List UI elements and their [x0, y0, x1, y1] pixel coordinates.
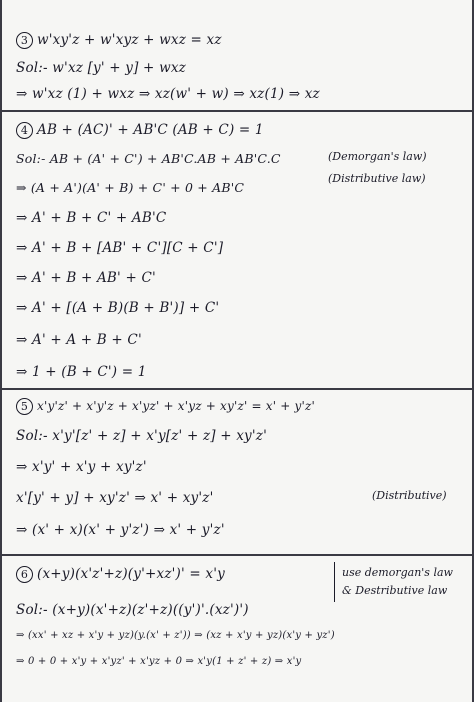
- q5-number: 5: [16, 398, 33, 415]
- q6-step-2: ⇒ (xx' + xz + x'y + yz)(y.(x' + z')) ⇒ (xz + x'y + yz)(x'y + yz'): [16, 630, 335, 641]
- q4-step-7: ⇒ A' + A + B + C': [16, 332, 142, 348]
- q4-note-1: (Demorgan's law): [328, 150, 427, 163]
- q6-step-3: ⇒ 0 + 0 + x'y + x'yz' + x'yz + 0 ⇒ x'y(1 + z' + z) ⇒ x'y: [16, 656, 302, 667]
- q4-step-5: ⇒ A' + B + AB' + C': [16, 270, 156, 286]
- q6-number: 6: [16, 566, 33, 583]
- q4-step-1: Sol:- AB + (A' + C') + AB'C.AB + AB'C.C: [16, 151, 281, 166]
- q4-number: 4: [16, 122, 33, 139]
- q6-note-2: & Destributive law: [342, 584, 448, 597]
- q5-step-2: ⇒ x'y' + x'y + xy'z': [16, 459, 147, 475]
- section-divider: [2, 388, 472, 390]
- q6-equation-text: (x+y)(x'z'+z)(y'+xz')' = x'y: [37, 566, 225, 582]
- q4-note-2: (Distributive law): [328, 172, 426, 185]
- q5-note: (Distributive): [372, 489, 447, 502]
- q3-step-1: Sol:- w'xz [y' + y] + wxz: [16, 60, 186, 76]
- q3-equation: [16, 32, 222, 49]
- q3-equation-text: w'xy'z + w'xyz + wxz = xz: [37, 32, 222, 48]
- q4-step-4: ⇒ A' + B + [AB' + C'][C + C']: [16, 240, 224, 256]
- q6-step-1: Sol:- (x+y)(x'+z)(z'+z)((y')'.(xz')'): [16, 602, 249, 618]
- section-divider: [2, 554, 472, 556]
- q3-number: 3: [16, 32, 33, 49]
- q4-step-2: ⇒ (A + A')(A' + B) + C' + 0 + AB'C: [16, 180, 245, 195]
- q4-step-6: ⇒ A' + [(A + B)(B + B')] + C': [16, 300, 220, 316]
- q5-equation-text: x'y'z' + x'y'z + x'yz' + x'yz + xy'z' = x' + y'z': [37, 399, 316, 413]
- q5-step-4: ⇒ (x' + x)(x' + y'z') ⇒ x' + y'z': [16, 522, 225, 538]
- q4-step-3: ⇒ A' + B + C' + AB'C: [16, 210, 167, 226]
- section-divider: [2, 110, 472, 112]
- q4-equation-text: AB + (AC)' + AB'C (AB + C) = 1: [37, 122, 264, 138]
- q4-equation: [16, 122, 264, 139]
- q6-equation: [16, 566, 225, 583]
- q3-step-2: ⇒ w'xz (1) + wxz ⇒ xz(w' + w) ⇒ xz(1) ⇒ xz: [16, 86, 320, 102]
- q6-note-1: use demorgan's law: [342, 566, 453, 579]
- q6-note-bracket: [334, 562, 335, 602]
- q5-step-1: Sol:- x'y'[z' + z] + x'y[z' + z] + xy'z': [16, 428, 267, 444]
- q5-equation: [16, 398, 315, 415]
- q4-step-8: ⇒ 1 + (B + C') = 1: [16, 364, 147, 380]
- q5-step-3: x'[y' + y] + xy'z' ⇒ x' + xy'z': [16, 490, 214, 506]
